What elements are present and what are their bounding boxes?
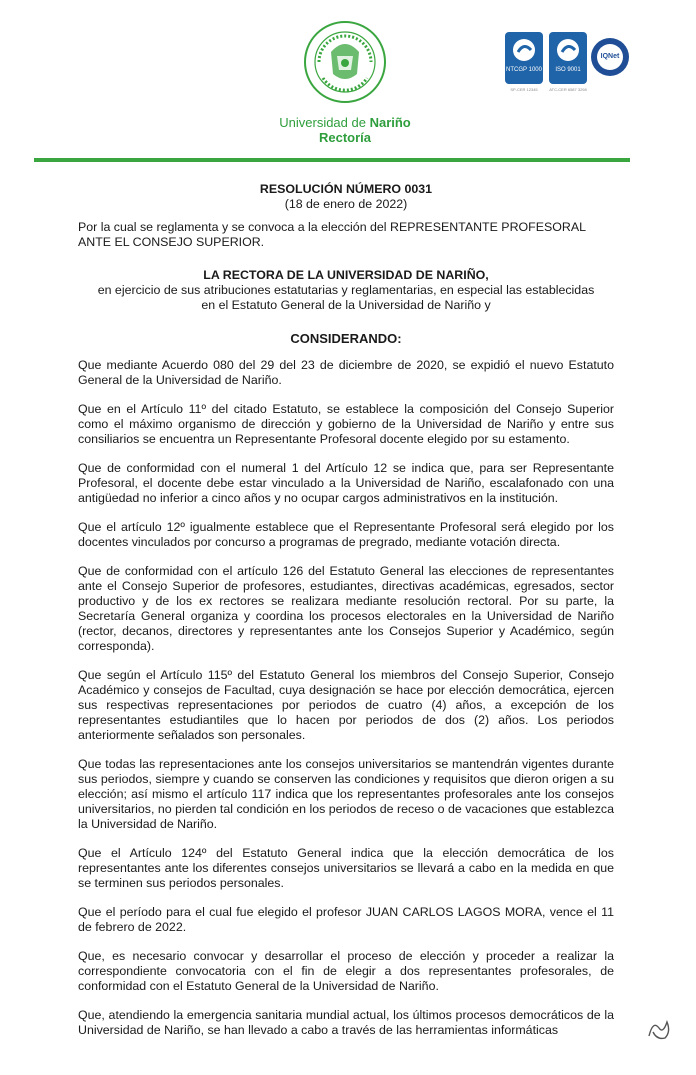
resolution-title: RESOLUCIÓN NÚMERO 0031: [259, 182, 433, 196]
signature-mark: [645, 1014, 675, 1044]
considerando-heading: CONSIDERANDO:: [290, 331, 402, 346]
paragraph: Que de conformidad con el numeral 1 del Artículo 12 se indica que, para ser Representante Profesoral, el docente debe estar vinculado a la Universidad de Nariño, escalafonado con una antigüedad no inferior a cinco años y no ocupar cargos administrativos en la institución.: [78, 461, 614, 505]
university-name: Universidad de Nariño: [279, 115, 411, 130]
iqnet-certification-icon: IQNet: [591, 38, 629, 76]
certification-logos: [505, 32, 630, 102]
authority-heading: LA RECTORA DE LA UNIVERSIDAD DE NARIÑO,: [203, 268, 489, 282]
header-divider: [34, 158, 630, 162]
resolution-intro: Por la cual se reglamenta y se convoca a la elección del REPRESENTANTE PROFESORAL ANTE EL CONSEJO SUPERIOR.: [78, 220, 586, 249]
paragraph: Que todas las representaciones ante los consejos universitarios se mantendrán vigentes durante sus periodos, siempre y cuando se conserven las condiciones y requisitos que dieron origen a su elección; así mismo el artículo 117 indica que los representantes profesorales ante los consejos universitarios, no pierden tal condición en los periodos de receso o de vacaciones que establezca la Universidad de Nariño.: [78, 757, 614, 831]
university-seal-icon: [303, 20, 387, 104]
header-logo-block: [270, 20, 420, 145]
paragraph: Que, atendiendo la emergencia sanitaria mundial actual, los últimos procesos democráticos de la Universidad de Nariño, se han llevado a cabo a través de las herramientas informáticas: [78, 1008, 614, 1037]
resolution-document: [78, 182, 614, 1052]
ntcgp-certification-icon: NTCGP 1000 SP-CER 12345: [505, 32, 543, 84]
paragraph: Que el período para el cual fue elegido el profesor JUAN CARLOS LAGOS MORA, vence el 11 de febrero de 2022.: [78, 905, 614, 934]
authority-line-2: en el Estatuto General de la Universidad de Nariño y: [201, 298, 491, 312]
authority-line-1: en ejercicio de sus atribuciones estatutarias y reglamentarias, en especial las establecidas: [97, 283, 595, 297]
resolution-date: (18 de enero de 2022): [284, 197, 408, 211]
paragraph: Que según el Artículo 115º del Estatuto General los miembros del Consejo Superior, Consejo Académico y consejos de Facultad, cuya designación se hace por elección democrática, ejercen sus respectivas representaciones por periodos de cuatro (4) años, a excepción de los representantes estudiantiles que lo hacen por periodos de dos (2) años. Los periodos anteriormente señalados son personales.: [78, 668, 614, 742]
paragraph: Que el Artículo 124º del Estatuto General indica que la elección democrática de los representantes ante los diferentes consejos universitarios se llevará a cabo en la medida en que se terminen sus periodos personales.: [78, 846, 614, 890]
paragraph: Que, es necesario convocar y desarrollar el proceso de elección y proceder a realizar la correspondiente convocatoria con el fin de elegir a dos representantes profesorales, de conformidad con el Estatuto General de la Universidad de Nariño.: [78, 949, 614, 993]
paragraph: Que el artículo 12º igualmente establece que el Representante Profesoral será elegido por los docentes vinculados por concurso a programas de pregrado, mediante votación directa.: [78, 520, 614, 549]
office-name: Rectoría: [318, 130, 372, 145]
paragraph: Que en el Artículo 11º del citado Estatuto, se establece la composición del Consejo Superior como el máximo organismo de dirección y gobierno de la Universidad de Nariño y entre sus consiliarios se encuentra un Representante Profesoral docente elegido por su estamento.: [78, 402, 614, 446]
paragraph: Que mediante Acuerdo 080 del 29 del 23 de diciembre de 2020, se expidió el nuevo Estatuto General de la Universidad de Nariño.: [78, 358, 614, 387]
paragraph: Que de conformidad con el artículo 126 del Estatuto General las elecciones de representantes ante el Consejo Superior de profesores, estudiantes, directivas académicas, egresados, sector productivo y de los ex rectores se realizara mediante resolución rectoral. Por su parte, la Secretaría General organiza y coordina los procesos electorales en la Universidad de Nariño (rector, decanos, directores y representantes ante los Consejos Superior y Académico, según corresponda).: [78, 564, 614, 653]
considerando-paragraphs: [78, 358, 614, 1038]
iso-certification-icon: ISO 9001 ATC-CER 6587 3298: [549, 32, 587, 84]
